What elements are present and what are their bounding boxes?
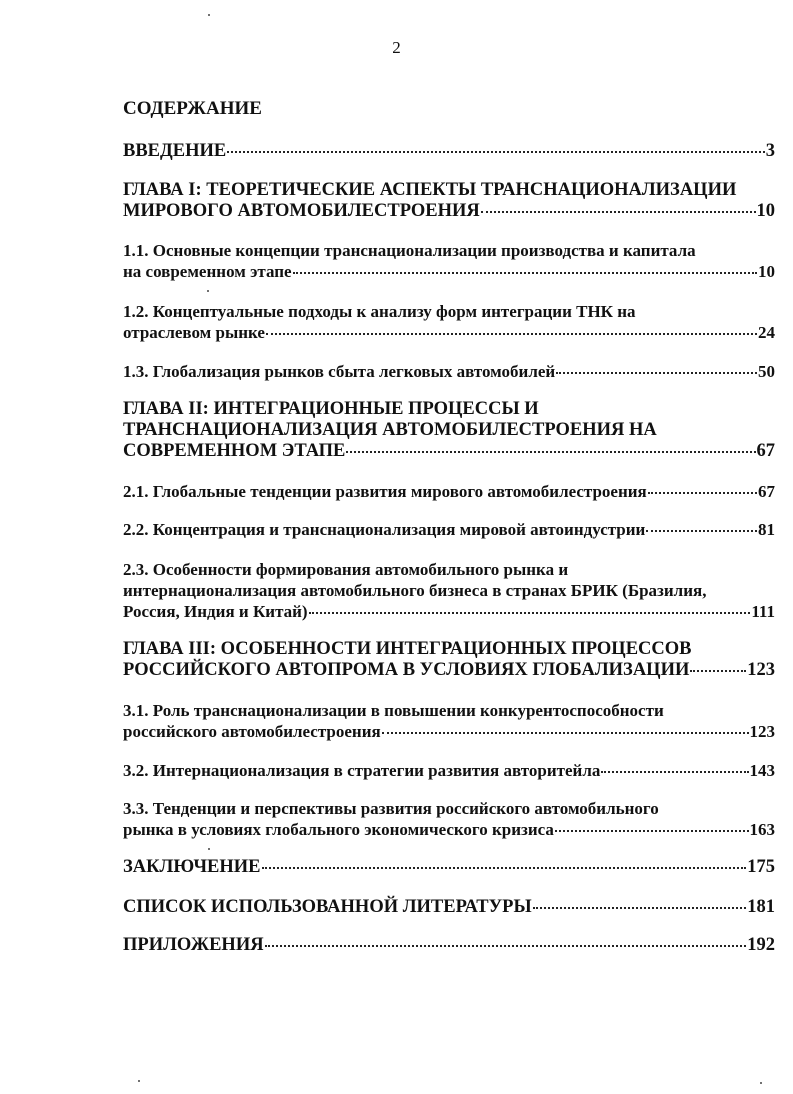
entry-text: 1.3. Глобализация рынков сбыта легковых автомобилей: [123, 362, 556, 381]
toc-entry-section-3-2[interactable]: [123, 760, 775, 781]
dot-leader: [556, 372, 757, 374]
entry-page: 163: [749, 820, 775, 839]
entry-page: 10: [758, 262, 775, 281]
toc-entry-section-2-3[interactable]: [123, 559, 775, 622]
dot-leader: [601, 771, 748, 773]
toc-entry-section-1-3[interactable]: [123, 361, 775, 382]
toc-entry-section-3-1[interactable]: [123, 700, 775, 742]
entry-text: отраслевом рынке: [123, 323, 265, 342]
entry-page: 3: [765, 141, 775, 161]
entry-text: ТРАНСНАЦИОНАЛИЗАЦИЯ АВТОМОБИЛЕСТРОЕНИЯ НА: [123, 420, 657, 440]
entry-text: РОССИЙСКОГО АВТОПРОМА В УСЛОВИЯХ ГЛОБАЛИЗАЦИИ: [123, 660, 690, 680]
entry-text: 3.2. Интернационализация в стратегии развития авторитейла: [123, 761, 601, 780]
toc-entry-section-2-2[interactable]: [123, 519, 775, 540]
dot-leader: [690, 670, 746, 672]
entry-text: российского автомобилестроения: [123, 722, 381, 741]
entry-text: 3.1. Роль транснационализации в повышении конкурентоспособности: [123, 701, 664, 720]
entry-page: 24: [758, 323, 775, 342]
toc-entry-section-1-2[interactable]: [123, 301, 775, 343]
entry-text: ВВЕДЕНИЕ: [123, 141, 227, 161]
entry-text: 2.2. Концентрация и транснационализация мировой автоиндустрии: [123, 520, 646, 539]
dot-leader: [265, 945, 747, 947]
entry-page: 175: [747, 857, 775, 877]
toc-entry-section-2-1[interactable]: [123, 481, 775, 502]
entry-text: интернационализация автомобильного бизнеса в странах БРИК (Бразилия,: [123, 581, 707, 600]
toc-entry-bibliography[interactable]: [123, 897, 775, 918]
entry-text: на современном этапе: [123, 262, 292, 281]
entry-text: ПРИЛОЖЕНИЯ: [123, 935, 264, 955]
entry-text: ГЛАВА I: ТЕОРЕТИЧЕСКИЕ АСПЕКТЫ ТРАНСНАЦИОНАЛИЗАЦИИ: [123, 180, 737, 200]
dot-leader: [646, 530, 757, 532]
entry-text: 1.1. Основные концепции транснационализации производства и капитала: [123, 241, 696, 260]
entry-text: 3.3. Тенденции и перспективы развития российского автомобильного: [123, 799, 659, 818]
dot-leader: [293, 272, 757, 274]
entry-text: МИРОВОГО АВТОМОБИЛЕСТРОЕНИЯ: [123, 201, 480, 221]
toc-entry-appendices[interactable]: [123, 935, 775, 956]
dot-leader: [648, 492, 757, 494]
entry-page: 143: [749, 761, 775, 780]
entry-page: 192: [747, 935, 775, 955]
toc-entry-section-3-3[interactable]: [123, 798, 775, 840]
dot-leader: [382, 732, 749, 734]
entry-page: 81: [758, 520, 775, 539]
entry-text: ГЛАВА III: ОСОБЕННОСТИ ИНТЕГРАЦИОННЫХ ПРОЦЕССОВ: [123, 639, 692, 659]
toc-entry-conclusion[interactable]: [123, 857, 775, 878]
entry-page: 181: [747, 897, 775, 917]
scan-speck: [760, 1082, 762, 1084]
entry-text: СПИСОК ИСПОЛЬЗОВАННОЙ ЛИТЕРАТУРЫ: [123, 897, 532, 917]
scan-speck: [208, 848, 210, 850]
entry-text: ЗАКЛЮЧЕНИЕ: [123, 857, 261, 877]
entry-text: ГЛАВА II: ИНТЕГРАЦИОННЫЕ ПРОЦЕССЫ И: [123, 399, 539, 419]
toc-entry-chapter-3[interactable]: [123, 639, 775, 681]
entry-text: Россия, Индия и Китай): [123, 602, 308, 621]
entry-text: 2.3. Особенности формирования автомобильного рынка и: [123, 560, 569, 579]
entry-page: 111: [751, 602, 775, 621]
dot-leader: [309, 612, 751, 614]
entry-page: 67: [758, 482, 775, 501]
dot-leader: [555, 830, 749, 832]
toc-title: СОДЕРЖАНИЕ: [123, 98, 262, 119]
scan-speck: [208, 14, 210, 16]
page-number: 2: [392, 38, 401, 57]
toc-entry-introduction[interactable]: [123, 141, 775, 162]
dot-leader: [262, 867, 747, 869]
dot-leader: [227, 151, 765, 153]
toc-entry-chapter-2[interactable]: [123, 399, 775, 462]
entry-page: 10: [756, 201, 775, 221]
entry-text: 1.2. Концептуальные подходы к анализу форм интеграции ТНК на: [123, 302, 636, 321]
entry-page: 50: [758, 362, 775, 381]
entry-page: 123: [747, 660, 775, 680]
scan-speck: [138, 1080, 140, 1082]
toc-entry-chapter-1[interactable]: [123, 180, 775, 222]
entry-text: рынка в условиях глобального экономического кризиса: [123, 820, 554, 839]
entry-text: 2.1. Глобальные тенденции развития мирового автомобилестроения: [123, 482, 647, 501]
entry-page: 123: [749, 722, 775, 741]
scan-speck: [207, 290, 209, 292]
dot-leader: [481, 211, 756, 213]
entry-page: 67: [756, 441, 775, 461]
entry-text: СОВРЕМЕННОМ ЭТАПЕ: [123, 441, 346, 461]
dot-leader: [346, 451, 755, 453]
dot-leader: [533, 907, 747, 909]
dot-leader: [266, 333, 757, 335]
toc-entry-section-1-1[interactable]: [123, 240, 775, 282]
